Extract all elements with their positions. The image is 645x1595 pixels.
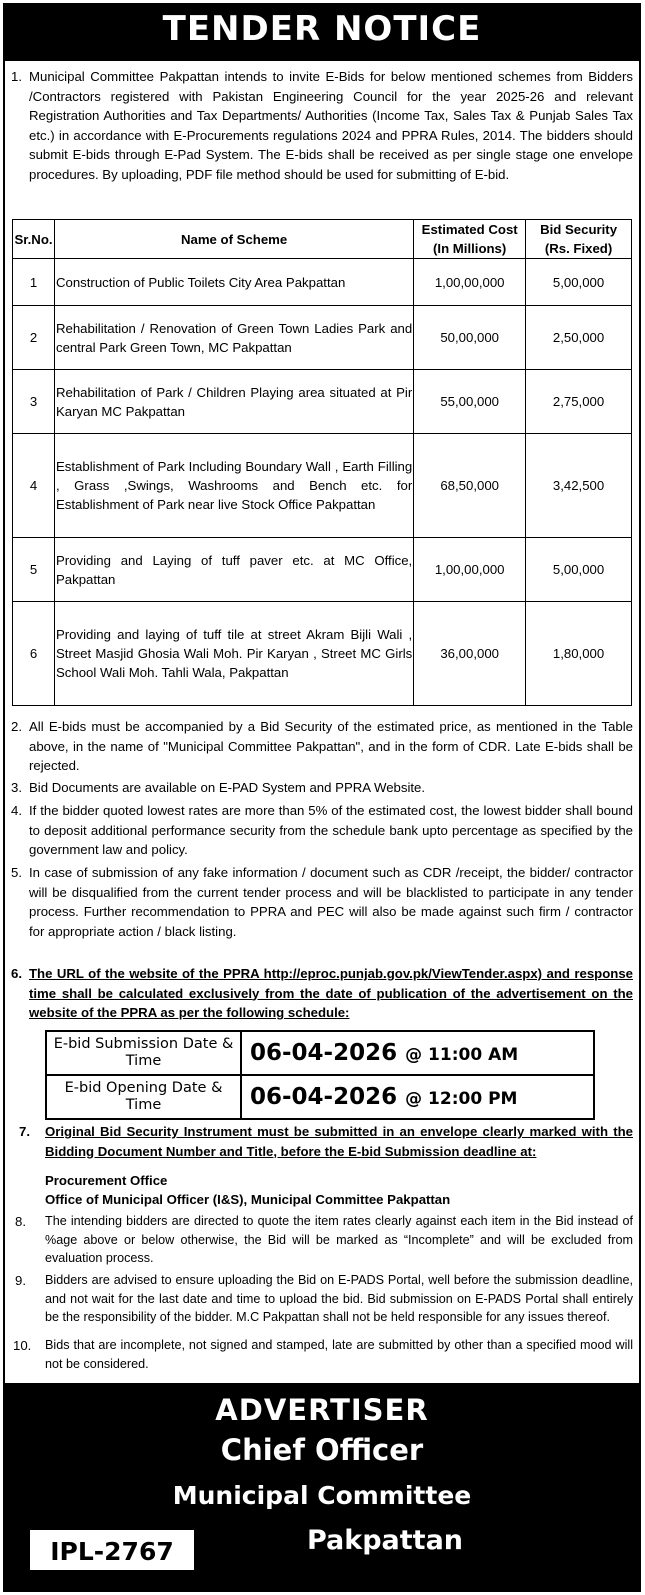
row-scheme-name: Establishment of Park Including Boundary Wall , Earth Filling , Grass ,Swings, Washrooms and Bench etc. for Establishment of Park near live Stock Office Pakpattan: [54, 434, 413, 538]
table-row: [13, 370, 632, 434]
tender-notice-page: [3, 3, 641, 1592]
clause-5-text: In case of submission of any fake information / document such as CDR /receipt, the bidder/ contractor will be disqualified from the current tender process and will be blacklisted to participate in any tender process. Further recommendation to PPRA and PEC will also be made against such firm / contractor for appropriate action / black listing.: [29, 865, 633, 939]
clause-2-text: All E-bids must be accompanied by a Bid Security of the estimated price, as mentioned in the Table above, in the name of "Municipal Committee Pakpattan", and in the form of CDR. Late E-bids shall be rejected.: [29, 719, 633, 773]
opening-value: [241, 1075, 594, 1119]
header-banner: [5, 5, 639, 61]
row-sr: 6: [13, 602, 55, 706]
row-sr: 5: [13, 538, 55, 602]
header-sr-no: Sr.No.: [13, 220, 55, 259]
clause-7-number: 7.: [19, 1124, 30, 1139]
header-estimated-cost: Estimated Cost (In Millions): [414, 220, 526, 259]
clause-10-number: 10.: [13, 1338, 32, 1353]
table-row: [13, 434, 632, 538]
procurement-office: Procurement Office: [45, 1173, 168, 1188]
schedule-table: [45, 1030, 595, 1120]
submission-label: E-bid Submission Date & Time: [46, 1031, 241, 1075]
submission-time: @ 11:00 AM: [405, 1045, 519, 1065]
clause-4-text: If the bidder quoted lowest rates are more than 5% of the estimated cost, the lowest bidder shall bound to deposit additional performance security from the schedule bank upto percentage as specified by the government law and policy.: [29, 803, 633, 857]
clause-5-number: 5.: [11, 865, 22, 880]
clause-6-number: 6.: [11, 966, 22, 981]
chief-officer: Chief Officer: [220, 1433, 424, 1467]
row-scheme-name: Providing and Laying of tuff paver etc. at MC Office, Pakpattan: [54, 538, 413, 602]
table-row: [13, 602, 632, 706]
clause-9-text: Bidders are advised to ensure uploading the Bid on E-PADS Portal, well before the submission deadline, and not wait for the last date and time to upload the bid. Bid submission on E-PADS Portal shall entirely be the responsibility of the bidder. M.C Pakpattan shall not be held responsible for any issues thereof.: [45, 1273, 633, 1324]
row-estimated-cost: 68,50,000: [414, 434, 526, 538]
clause-1-text: Municipal Committee Pakpattan intends to invite E-Bids for below mentioned schemes from Bidders /Contractors registered with Pakistan Engineering Council for the year 2025-26 and relevant Registration Authorities and Tax Departments/ Authorities (Income Tax, Sales Tax & Punjab Sales Tax etc.) in accordance with E-Procurements regulations 2024 and PPRA Rules, 2014. The bidders should submit E-bids through E-Pad System. The E-bids shall be received as per single stage one envelope procedures. By uploading, PDF file method should be used for submitting of E-bid.: [29, 69, 633, 182]
city-name: Pakpattan: [306, 1525, 464, 1556]
clause-3-text: Bid Documents are available on E-PAD System and PPRA Website.: [29, 780, 426, 795]
row-scheme-name: Rehabilitation / Renovation of Green Town Ladies Park and central Park Green Town, MC Pakpattan: [54, 306, 413, 370]
clause-2-number: 2.: [11, 719, 22, 734]
row-sr: 2: [13, 306, 55, 370]
row-sr: 4: [13, 434, 55, 538]
submission-date: 06-04-2026: [250, 1040, 398, 1066]
clause-4-number: 4.: [11, 803, 22, 818]
advertiser-label: ADVERTISER: [215, 1393, 429, 1427]
clause-10-text: Bids that are incomplete, not signed and stamped, late are submitted by other than a specified mood will not be considered.: [45, 1338, 633, 1371]
row-scheme-name: Rehabilitation of Park / Children Playing area situated at Pir Karyan MC Pakpattan: [54, 370, 413, 434]
schedule-row-submission: [46, 1031, 594, 1075]
opening-date: 06-04-2026: [250, 1084, 398, 1110]
header-name-of-scheme: Name of Scheme: [54, 220, 413, 259]
municipal-committee: Municipal Committee: [172, 1481, 472, 1510]
opening-time: @ 12:00 PM: [405, 1089, 518, 1109]
submission-value: [241, 1031, 594, 1075]
clause-8-number: 8.: [15, 1214, 26, 1229]
row-estimated-cost: 1,00,00,000: [414, 538, 526, 602]
row-bid-security: 1,80,000: [526, 602, 632, 706]
table-row: [13, 259, 632, 306]
clause-1-number: 1.: [11, 69, 22, 84]
row-scheme-name: Providing and laying of tuff tile at street Akram Bijli Wali , Street Masjid Ghosia Wali Moh. Pir Karyan , Street MC Girls School Wali Moh. Tahli Wala, Pakpattan: [54, 602, 413, 706]
table-row: [13, 538, 632, 602]
row-sr: 1: [13, 259, 55, 306]
clause-6-text: The URL of the website of the PPRA http://eproc.punjab.gov.pk/ViewTender.aspx) and response time shall be calculated exclusively from the date of publication of the advertisement on the website of the PPRA as per the following schedule:: [29, 966, 633, 1020]
header-bid-security: Bid Security (Rs. Fixed): [526, 220, 632, 259]
row-sr: 3: [13, 370, 55, 434]
page-title: TENDER NOTICE: [162, 9, 482, 49]
row-scheme-name: Construction of Public Toilets City Area Pakpattan: [54, 259, 413, 306]
table-row: [13, 306, 632, 370]
row-estimated-cost: 55,00,000: [414, 370, 526, 434]
clause-7-text: Original Bid Security Instrument must be submitted in an envelope clearly marked with the Bidding Document Number and Title, before the E-bid Submission deadline at:: [45, 1124, 633, 1159]
municipal-officer-office: Office of Municipal Officer (I&S), Municipal Committee Pakpattan: [45, 1192, 451, 1207]
row-estimated-cost: 1,00,00,000: [414, 259, 526, 306]
table-header-row: [13, 220, 632, 259]
row-estimated-cost: 50,00,000: [414, 306, 526, 370]
opening-label: E-bid Opening Date & Time: [46, 1075, 241, 1119]
ipl-number-badge: IPL-2767: [30, 1530, 194, 1570]
clause-8-text: The intending bidders are directed to quote the item rates clearly against each item in the Bid instead of %age above or below otherwise, the Bid will be marked as “Incomplete” and will be excluded from evaluation process.: [45, 1214, 633, 1265]
advertiser-footer: [5, 1383, 639, 1592]
schedule-row-opening: [46, 1075, 594, 1119]
schemes-table: [12, 219, 632, 706]
row-bid-security: 2,50,000: [526, 306, 632, 370]
row-bid-security: 2,75,000: [526, 370, 632, 434]
row-estimated-cost: 36,00,000: [414, 602, 526, 706]
clause-9-number: 9.: [15, 1273, 26, 1288]
row-bid-security: 5,00,000: [526, 538, 632, 602]
clause-3-number: 3.: [11, 780, 22, 795]
row-bid-security: 3,42,500: [526, 434, 632, 538]
row-bid-security: 5,00,000: [526, 259, 632, 306]
